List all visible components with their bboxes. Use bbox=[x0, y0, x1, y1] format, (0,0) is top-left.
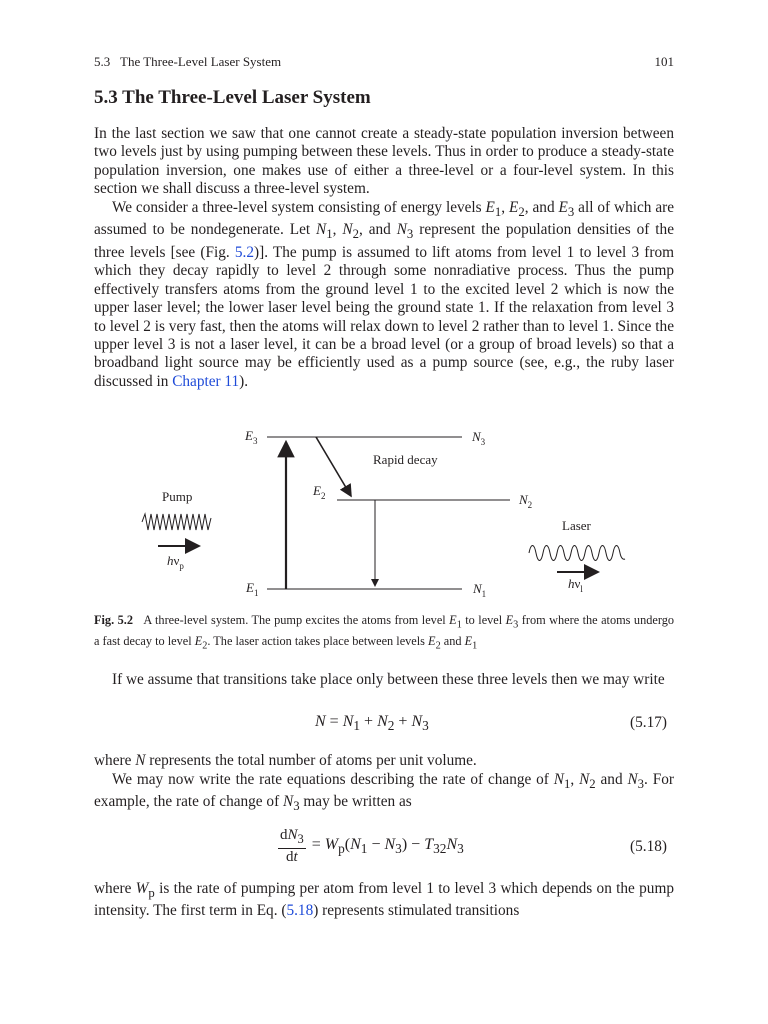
caption-text-c: from where the atoms undergo a fast decay to level bbox=[94, 613, 674, 649]
chapter-link[interactable]: Chapter 11 bbox=[172, 372, 240, 390]
p2-text-e: ). bbox=[239, 372, 249, 390]
p6-text-c: ) represents stimulated transitions bbox=[313, 902, 520, 920]
p6-text-b: is the rate of pumping per atom from level 1 to level 3 which depends on the pump intensity. The first term in Eq. ( bbox=[94, 880, 674, 920]
label-pump-hv: $h\nu_p$ bbox=[167, 553, 184, 571]
pump-wave-icon bbox=[142, 514, 211, 530]
p2-text-b: all of which are assumed to be nondegenerate. Let bbox=[94, 199, 674, 239]
paragraph-where-n: where N represents the total number of atoms per unit volume. bbox=[94, 752, 477, 769]
p2-text-d: )]. The pump is assumed to lift atoms from level 1 to level 3 from which they decay rapidly to level 2 through some nonradiative process. Thus the pump effectively transfers atoms from the ground level 1 to the excited level 2 which is now the upper laser level; the lower laser level being the ground state 1. If the relaxation from level 3 to level 2 is very fast, then the atoms will relax down to level 2 rather than to level 1. Since the upper level 3 is not a laser level, it can be a broad level (or a group of broad levels) so that a broadband light source may be efficiently used as a pump source (see, e.g., the ruby laser discussed in bbox=[94, 243, 674, 390]
equation-5-17: $N = N_1 + N_2 + N_3$ bbox=[315, 713, 429, 734]
label-laser-hv: $h\nu_l$ bbox=[568, 576, 583, 594]
label-e2: $E_2$ bbox=[313, 483, 326, 501]
running-head-section: 5.3 bbox=[94, 54, 111, 69]
paragraph-three-level: We consider a three-level system consisting of energy levels $E_1$, $E_2$, and $E_3$ all of which are assumed to be nondegenerate. Let $N_1$, $N_2$, and $N_3$ represent the population densities of the three levels [see (Fig. 5.2)]. The pump is assumed to lift atoms from level 1 to level 3 from which they decay rapidly to level 2 through some nonradiative process. Thus the pump effectively transfers atoms from the ground level 1 to the excited level 2 which is now the upper laser level; the lower laser level being the ground state 1. If the relaxation from level 3 to level 2 is very fast, then the atoms will relax down to level 2 rather than to level 1. Since the upper level 3 is not a laser level, it can be a broad level (or a group of broad levels) so that a broadband light source may be efficiently used as a pump source (see, e.g., the ruby laser discussed in Chapter 11). bbox=[94, 199, 674, 390]
p6-text-a: where bbox=[94, 880, 136, 897]
equation-link[interactable]: 5.18 bbox=[286, 902, 314, 920]
caption-text-e: and bbox=[440, 634, 465, 649]
caption-text-a: A three-level system. The pump excites the atoms from level bbox=[143, 613, 450, 627]
equation-number-5-17: (5.17) bbox=[630, 714, 667, 731]
paragraph-intro: In the last section we saw that one cannot create a steady-state population inversion between two levels just by using pumping between these levels. Thus in order to produce a steady-state population inversion, one makes use of either a three-level or a four-level system. In this section we shall discuss a three-level system. bbox=[94, 125, 674, 198]
figure-caption: Fig. 5.2 A three-level system. The pump excites the atoms from level $E_1$ to level $E_3$ from where the atoms undergo a fast decay to level $E_2$. The laser action takes place between levels $E_2$ and $E_1$ bbox=[94, 613, 674, 652]
label-n1: $N_1$ bbox=[473, 581, 487, 599]
p2-text-c: represent the population densities of the three levels [see (Fig. bbox=[94, 221, 674, 261]
label-rapid-decay: Rapid decay bbox=[373, 452, 438, 467]
section-title-text: The Three-Level Laser System bbox=[122, 87, 371, 108]
running-head-title: The Three-Level Laser System bbox=[120, 54, 282, 69]
p5-text-b: and bbox=[595, 771, 628, 788]
decay-arrow bbox=[316, 437, 351, 496]
laser-wave-icon bbox=[529, 546, 625, 561]
equation-number-5-18: (5.18) bbox=[630, 838, 667, 855]
label-e1: $E_1$ bbox=[246, 580, 259, 598]
section-title bbox=[94, 87, 371, 109]
p4-text-b: represents the total number of atoms per unit volume. bbox=[145, 752, 477, 769]
p5-text-d: may be written as bbox=[299, 793, 412, 811]
label-e3: $E_3$ bbox=[245, 428, 258, 446]
label-laser: Laser bbox=[562, 518, 591, 533]
p2-text-a: We consider a three-level system consisting of energy levels bbox=[112, 199, 486, 216]
p5-text-a: We may now write the rate equations describing the rate of change of bbox=[112, 771, 554, 788]
paragraph-rate-equations: We may now write the rate equations describing the rate of change of $N_1$, $N_2$ and $N_3$. For example, the rate of change of $N_3$ may be written as bbox=[94, 771, 674, 814]
label-pump: Pump bbox=[162, 489, 193, 504]
three-level-diagram bbox=[0, 420, 768, 605]
equation-5-18: $\frac{dN_3}{dt}$ = $W_p(N_1 - N_3) - T_{32}N_3$ bbox=[280, 827, 464, 865]
page-number: 101 bbox=[654, 54, 674, 69]
figure-caption-label: Fig. 5.2 bbox=[94, 613, 133, 627]
label-n3: $N_3$ bbox=[472, 429, 486, 447]
section-number: 5.3 bbox=[94, 87, 118, 108]
caption-text-b: to level bbox=[461, 613, 506, 627]
paragraph-pumping-rate: where $W_p$ is the rate of pumping per atom from level 1 to level 3 which depends on the pump intensity. The first term in Eq. (5.18) represents stimulated transitions bbox=[94, 880, 674, 920]
caption-text-d: . The laser action takes place between levels bbox=[207, 634, 429, 649]
figure-link[interactable]: 5.2 bbox=[234, 243, 254, 261]
label-n2: $N_2$ bbox=[519, 492, 533, 510]
running-head bbox=[94, 54, 674, 70]
p4-text-a: where bbox=[94, 752, 136, 769]
paragraph-assume: If we assume that transitions take place only between these three levels then we may write bbox=[112, 671, 665, 688]
p5-text-c: . For example, the rate of change of bbox=[94, 771, 674, 811]
